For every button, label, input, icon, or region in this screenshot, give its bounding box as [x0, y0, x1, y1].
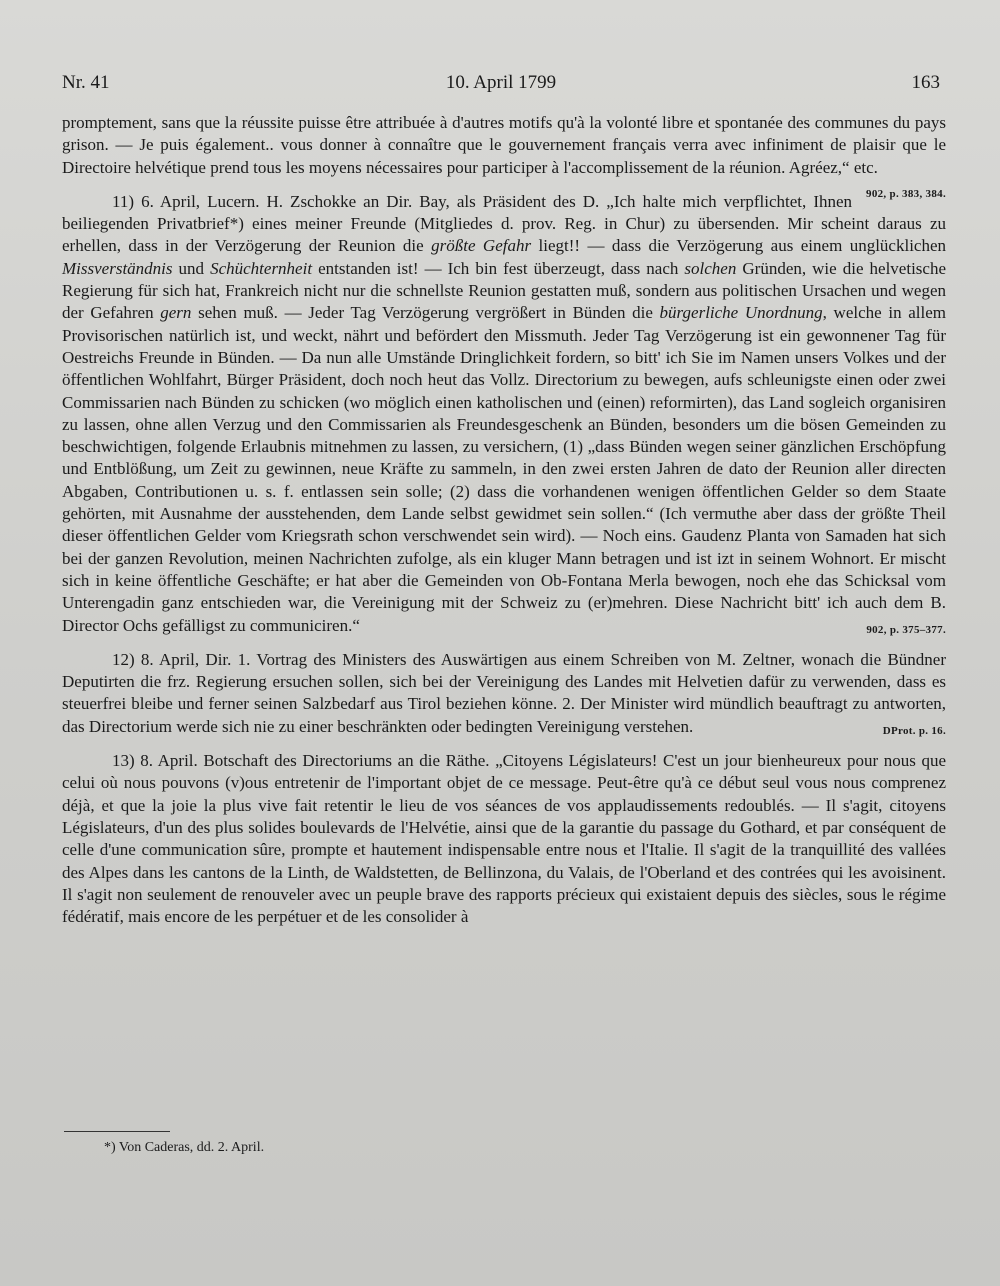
paragraph-text: promptement, sans que la réussite puisse être attribuée à d'autres motifs qu'à la volonté libre et spontanée des communes du pays grison. — Je puis également.. vous donner à connaître que le gouvernement français verra avec infiniment de plaisir que le Directoire helvétique prend tous les moyens nécessaires pour participer à l'accomplissement de la réunion. Agréez,“ etc.: [62, 113, 946, 177]
page-date: 10. April 1799: [445, 72, 557, 93]
paragraph-text: , welche in allem Provisorischen natürlich ist, und weckt, nährt und befördert den Missmuth. Jeder Tag Verzögerung ist ein gewonnener Tag für Oestreichs Freunde in Bünden. — Da nun alle Umstände Dringlichkeit fordern, so bitt' ich Sie im Namen unsers Volkes und der öffentlichen Wohlfahrt, Bürger Präsident, doch noch heut das Vollz. Directorium zu bewegen, aufs schleunigste einen oder zwei Commissarien nach Bünden zu schicken (wo möglich einen katholischen und (einen) reformirten), das Land sogleich organisiren zu lassen, ohne allen Verzug und den Commissarien als Freundesgeschenk an Bünden, besonders um die bösen Gemeinden zu beschwichtigen, folgende Erlaubnis mitnehmen zu lassen, zu versichern, (1) „dass Bünden wegen seiner gänzlichen Erschöpfung und Entblößung, um Zeit zu gewinnen, neue Kräfte zu sammeln, in den zwei ersten Jahren de dato der Reunion aller directen Abgaben, Contributionen u. s. f. entlassen sein solle; (2) dass die vorhandenen wenigen öffentlichen Gelder so dem Staate gehörten, mit Ausnahme der ausstehenden, dem Lande selbst gewidmet sein sollen.“ (Ich vermuthe aber dass der größte Theil dieser öffentlichen Gelder vom Kriegsrath schon verschwendet sein wird). — Noch eins. Gaudenz Planta von Samaden hat sich bei der ganzen Revolution, meinen Nachrichten zufolge, als ein kluger Mann betragen und ist izt in seinem Wohnort. Er mischt sich in keine öffentliche Geschäfte; er hat aber die Gemeinden von Ob-Fontana Merla bewogen, noch ehe das Schicksal vom Unterengadin ganz entschieden war, die Vereinigung mit der Schweiz zu (er)mehren. Diese Nachricht bitt' ich auch dem B. Director Ochs gefälligst zu communiciren.“: [62, 303, 946, 635]
paragraph-text: 12) 8. April, Dir. 1. Vortrag des Ministers des Auswärtigen aus einem Schreiben von M. Zeltner, wonach die Bündner Deputirten die frz. Regierung ersuchen sollen, sich bei der Vereinigung des Landes mit Helvetien dafür zu verwenden, dass es steuerfrei bleibe und ferner seinen Salzbedarf aus Tirol beziehen könne. 2. Der Minister wird mündlich beauftragt zu antworten, das Directorium werde sich nie zu einer beschränkten oder bedingten Vereinigung verstehen.: [62, 649, 946, 736]
paragraph-11: [62, 191, 946, 637]
italic-emphasis: Missverständnis: [62, 258, 173, 278]
paragraph-10-continuation: [62, 112, 946, 200]
paragraph-12: [62, 649, 946, 738]
paragraph-text: liegt!! — dass die Verzögerung aus einem unglücklichen: [531, 236, 947, 256]
italic-emphasis: bürgerliche Unordnung: [659, 303, 823, 323]
italic-emphasis: Schüchternheit: [210, 258, 313, 278]
italic-emphasis: größte Gefahr: [431, 236, 532, 256]
footnote: *) Von Caderas, dd. 2. April.: [104, 1140, 265, 1155]
source-reference: 902, p. 383, 384.: [866, 187, 946, 200]
source-reference: DProt. p. 16.: [882, 724, 946, 737]
paragraph-text: entstanden ist! — Ich bin fest überzeugt, dass nach: [312, 258, 685, 278]
paragraph-text: sehen muß. — Jeder Tag Verzögerung vergrößert in Bünden die: [191, 303, 660, 323]
paragraph-text: 11) 6. April, Lucern. H. Zschokke an Dir. Bay, als Präsident des D. „Ich halte mich verpflichtet, Ihnen beiliegenden Privatbrief*) eines meiner Freunde (Mitgliedes d. prov. Reg. in Chur) zu übersenden. Mir scheint daraus zu erhellen, dass in der Verzögerung der Reunion die: [62, 191, 946, 256]
page-number: 163: [911, 72, 940, 93]
document-number: Nr. 41: [62, 72, 110, 93]
page-body: [62, 112, 946, 928]
source-reference: 902, p. 375–377.: [866, 623, 946, 636]
footnote-divider: [64, 1131, 170, 1132]
paragraph-text: und: [172, 258, 211, 278]
italic-emphasis: solchen: [684, 258, 737, 278]
paragraph-text: 13) 8. April. Botschaft des Directoriums an die Räthe. „Citoyens Législateurs! C'est un jour bienheureux pour nous que celui où nous pouvons (v)ous entretenir de l'important objet de ce message. Peut-être qu'à ce début seul vous nous comprenez déjà, et que la joie la plus vive fait retentir le lieu de vos séances de vos applaudissements redoublés. — Il s'agit, citoyens Législateurs, d'un des plus solides boulevards de l'Helvétie, ainsi que de la garantie du passage du Gothard, et par conséquent de celle d'une communication sûre, prompte et hautement indispensable entre nous et l'Italie. Il s'agit de la tranquillité des vallées des Alpes dans les cantons de la Linth, de Waldstetten, de Bellinzona, du Valais, de l'Oberland et des contrées qui les avoisinent. Il s'agit non seulement de renouveler avec un peuple brave des rapports précieux qui existaient depuis des siècles, sous le régime fédératif, mais encore de les perpétuer et de les consolider à: [62, 751, 946, 927]
page-header: [62, 72, 940, 100]
paragraph-text: Gründen, wie die helvetische Regierung für sich hat, Frankreich nicht nur die schnellste Reunion gestatten muß, sondern aus politischen Ursachen und wegen der Gefahren: [62, 258, 947, 323]
paragraph-13: [62, 750, 946, 928]
italic-emphasis: gern: [160, 303, 192, 323]
